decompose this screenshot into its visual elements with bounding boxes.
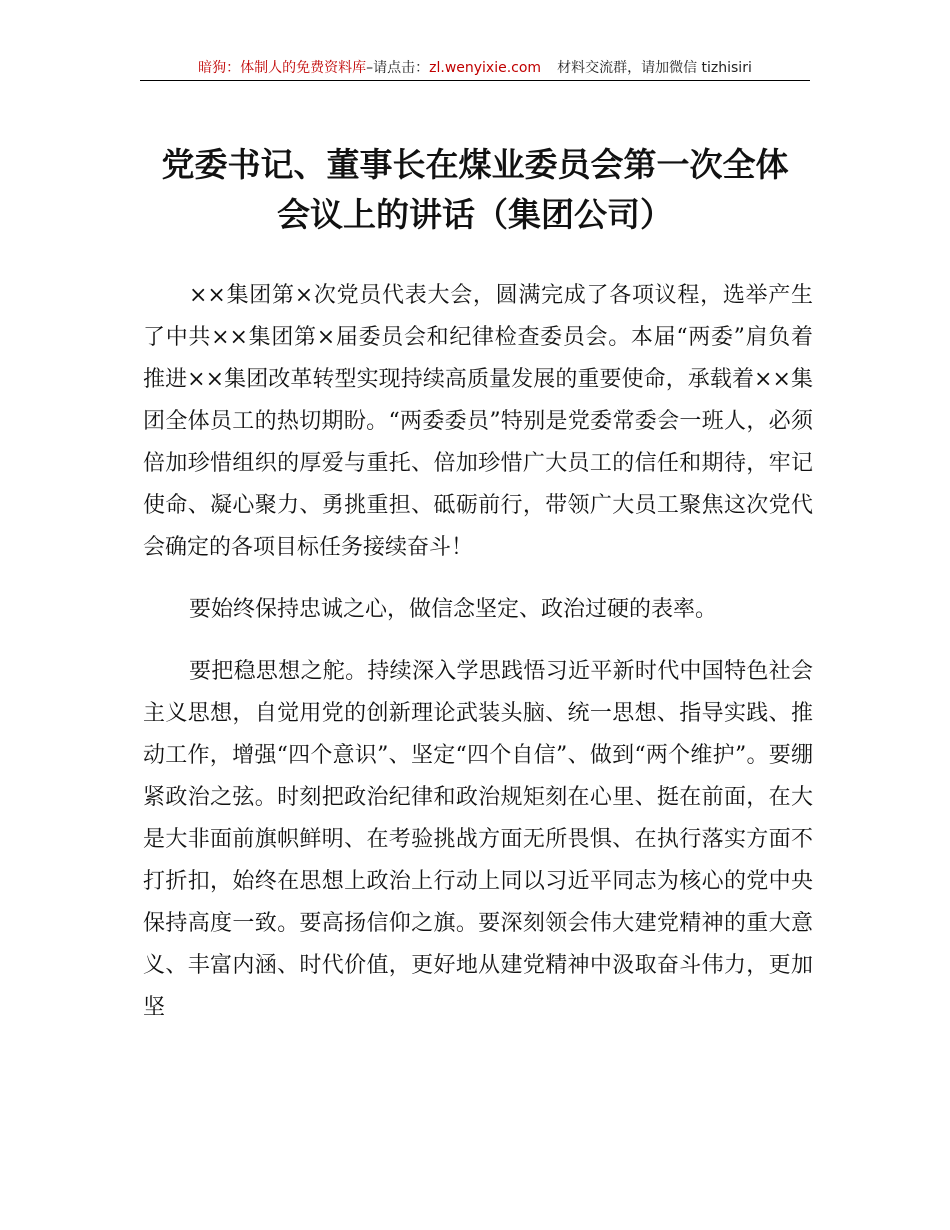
paragraph-2: 要始终保持忠诚之心，做信念坚定、政治过硬的表率。 [189, 597, 718, 622]
title-line-2: 会议上的讲话（集团公司） [277, 195, 673, 234]
header-url-link[interactable]: zl.wenyixie.com [429, 60, 542, 76]
page-header [140, 58, 810, 81]
paragraph-3: 要把稳思想之舵。持续深入学思践悟习近平新时代中国特色社会主义思想，自觉用党的创新理论武装头脑、统一思想、指导实践、推动工作，增强“四个意识”、坚定“四个自信”、做到“两个维护”。要绷紧政治之弦。时刻把政治纪律和政治规矩刻在心里、挺在前面，在大是大非面前旗帜鲜明、在考验挑战方面无所畏惧、在执行落实方面不打折扣，始终在思想上政治上行动上同以习近平同志为核心的党中央保持高度一致。要高扬信仰之旗。要深刻领会伟大建党精神的重大意义、丰富内涵、时代价值，更好地从建党精神中汲取奋斗伟力，更加坚 [143, 659, 813, 1020]
document-title [100, 140, 850, 240]
document-body [143, 275, 813, 1029]
header-click-text: –请点击： [366, 60, 430, 76]
title-line-1: 党委书记、董事长在煤业委员会第一次全体 [161, 145, 789, 184]
header-group-text: 材料交流群，请加微信 tizhisiri [557, 60, 752, 76]
paragraph-1: ××集团第×次党员代表大会，圆满完成了各项议程，选举产生了中共××集团第×届委员会和纪律检查委员会。本届“两委”肩负着推进××集团改革转型实现持续高质量发展的重要使命，承载着××集团全体员工的热切期盼。“两委委员”特别是党委常委会一班人，必须倍加珍惜组织的厚爱与重托、倍加珍惜广大员工的信任和期待，牢记使命、凝心聚力、勇挑重担、砥砺前行，带领广大员工聚焦这次党代会确定的各项目标任务接续奋斗！ [143, 283, 813, 560]
header-site-name: 暗狗：体制人的免费资料库 [198, 60, 367, 76]
